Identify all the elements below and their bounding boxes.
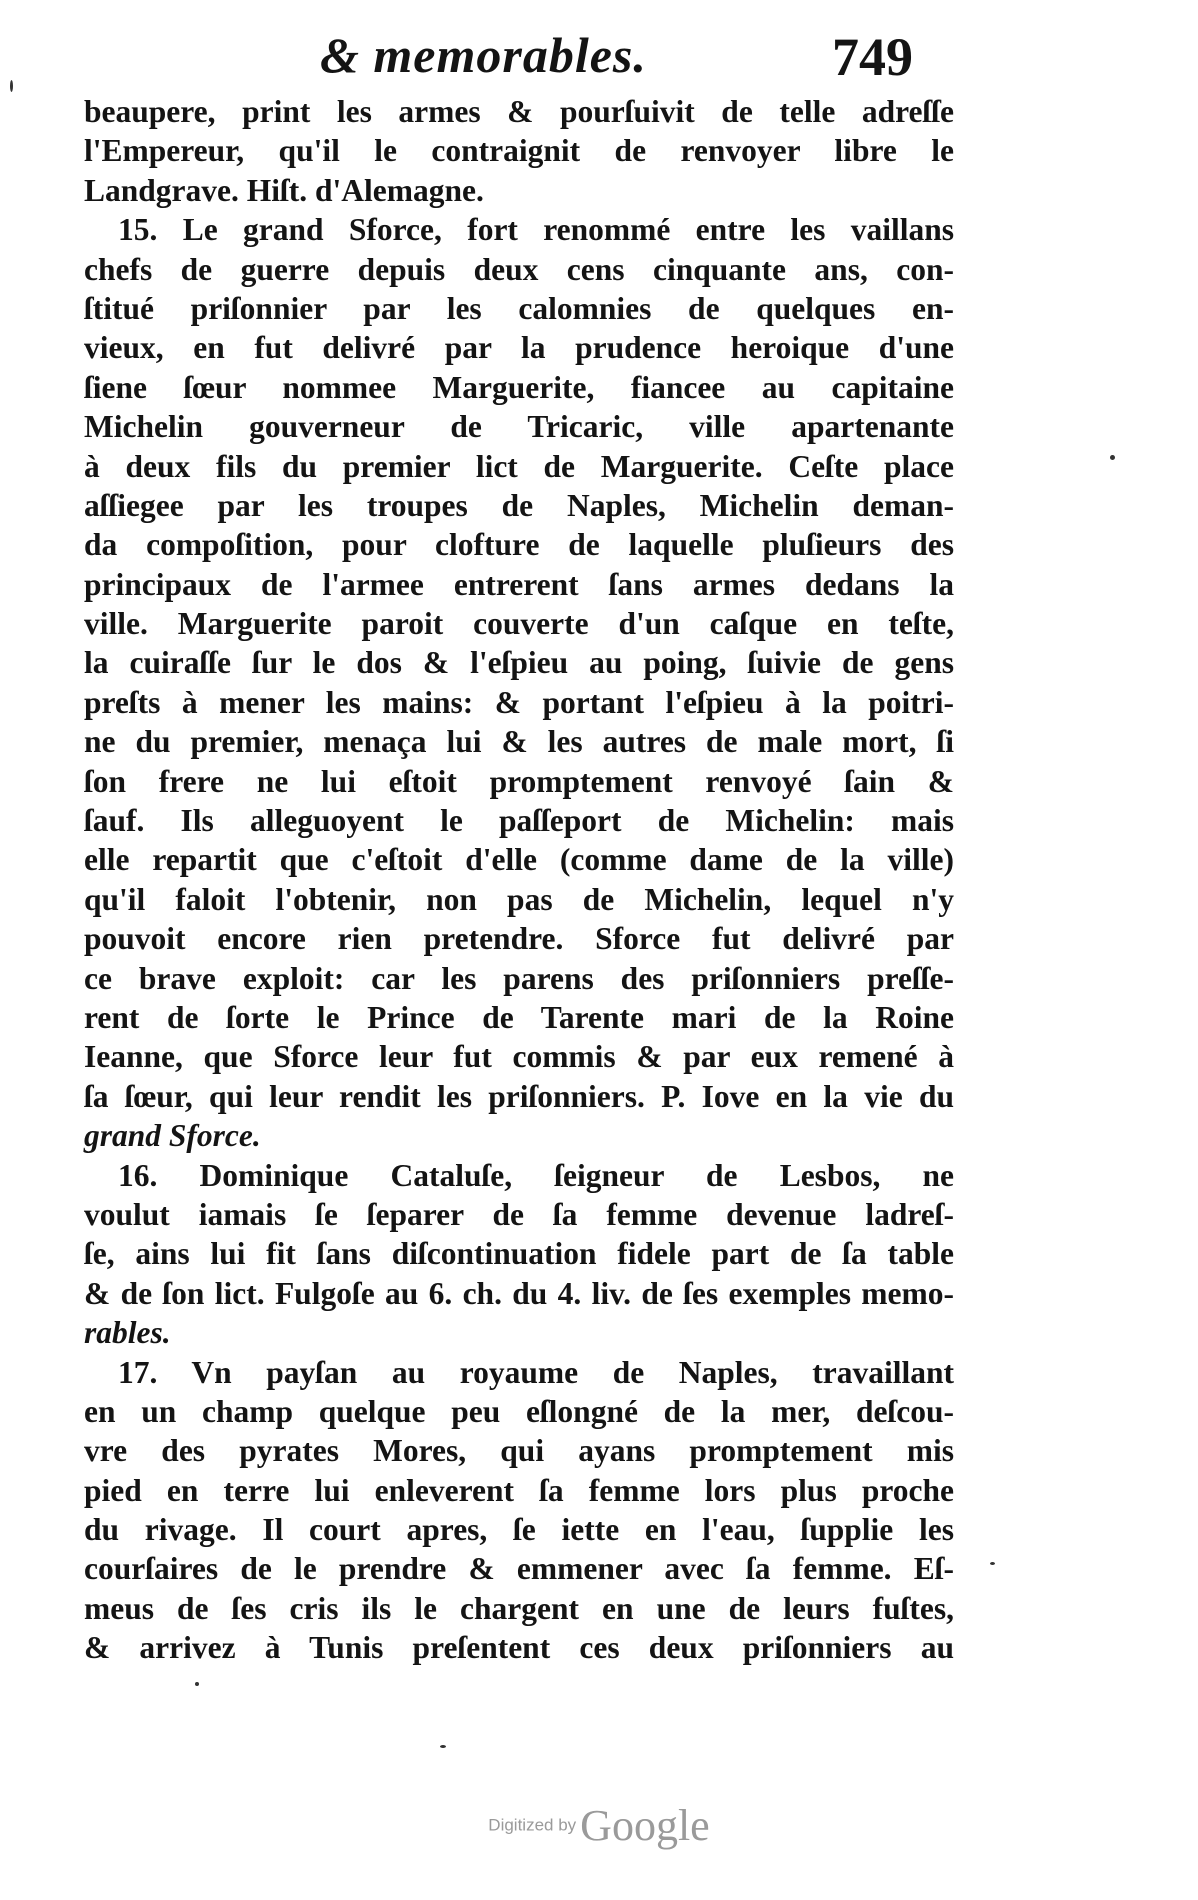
- text-line: courſaires de le prendre & emmener avec ſa femme. Eſ-: [84, 1551, 954, 1587]
- text-line: rent de ſorte le Prince de Tarente mari de la Roine: [84, 999, 954, 1035]
- text-line: vre des pyrates Mores, qui ayans promptement mis: [84, 1433, 954, 1469]
- text-line: ne du premier, menaça lui & les autres de male mort, ſi: [84, 724, 954, 760]
- text-line: ſauf. Ils alleguoyent le paſſeport de Michelin: mais: [84, 803, 954, 839]
- text-line: meus de ſes cris ils le chargent en une de leurs fuſtes,: [84, 1590, 954, 1626]
- text-line: chefs de guerre depuis deux cens cinquante ans, con-: [84, 251, 954, 287]
- text-line: en un champ quelque peu eſlongné de la mer, deſcou-: [84, 1393, 954, 1429]
- running-title: & memorables.: [320, 27, 647, 83]
- text-line: Ieanne, que Sforce leur fut commis & par eux remené à: [84, 1039, 954, 1075]
- text-line: aſſiegee par les troupes de Naples, Michelin deman-: [84, 487, 954, 523]
- text-line: du rivage. Il court apres, ſe iette en l'eau, ſupplie les: [84, 1512, 954, 1548]
- text-line: ſe, ains lui fit ſans diſcontinuation fidele part de ſa table: [84, 1236, 954, 1272]
- citation-line: rables.: [84, 1315, 171, 1351]
- text-line: ville. Marguerite paroit couverte d'un caſque en teſte,: [84, 606, 954, 642]
- page-number: 749: [832, 27, 913, 87]
- text-line: voulut iamais ſe ſeparer de ſa femme devenue ladreſ-: [84, 1196, 954, 1232]
- text-line: la cuiraſſe ſur le dos & l'eſpieu au poing, ſuivie de gens: [84, 645, 954, 681]
- text-line: 17. Vn payſan au royaume de Naples, travaillant: [118, 1354, 954, 1390]
- text-line: ce brave exploit: car les parens des priſonniers preſſe-: [84, 960, 954, 996]
- print-speck: [990, 1562, 995, 1565]
- text-line: l'Empereur, qu'il le contraignit de renvoyer libre le: [84, 133, 954, 169]
- text-line: & de ſon lict. Fulgoſe au 6. ch. du 4. liv. de ſes exemples memo-: [84, 1275, 954, 1311]
- text-line: ſa ſœur, qui leur rendit les priſonniers. P. Iove en la vie du: [84, 1078, 954, 1114]
- text-line: à deux fils du premier lict de Marguerite. Ceſte place: [84, 448, 954, 484]
- text-line: vieux, en fut delivré par la prudence heroique d'une: [84, 330, 954, 366]
- text-line: 15. Le grand Sforce, fort renommé entre les vaillans: [118, 212, 954, 248]
- text-line: preſts à mener les mains: & portant l'eſpieu à la poitri-: [84, 684, 954, 720]
- print-speck: [10, 80, 13, 92]
- print-speck: [195, 1682, 199, 1686]
- text-line: ſiene ſœur nommee Marguerite, fiancee au capitaine: [84, 369, 954, 405]
- page-header: [0, 18, 1198, 88]
- text-line: ſon frere ne lui eſtoit promptement renvoyé ſain &: [84, 763, 954, 799]
- text-line: pied en terre lui enleverent ſa femme lors plus proche: [84, 1472, 954, 1508]
- text-line: & arrivez à Tunis preſentent ces deux priſonniers au: [84, 1630, 954, 1666]
- digitized-label: Digitized by: [488, 1815, 577, 1835]
- text-line: qu'il faloit l'obtenir, non pas de Michelin, lequel n'y: [84, 881, 954, 917]
- google-logo: Google: [580, 1801, 710, 1850]
- citation-line: grand Sforce.: [84, 1118, 261, 1154]
- text-line: principaux de l'armee entrerent ſans armes dedans la: [84, 566, 954, 602]
- text-line: Landgrave. Hiſt. d'Alemagne.: [84, 172, 484, 208]
- text-line: da compoſition, pour clofture de laquelle pluſieurs des: [84, 527, 954, 563]
- text-line: pouvoit encore rien pretendre. Sforce fut delivré par: [84, 921, 954, 957]
- text-line: elle repartit que c'eſtoit d'elle (comme dame de la ville): [84, 842, 954, 878]
- text-line: ſtitué priſonnier par les calomnies de quelques en-: [84, 290, 954, 326]
- text-line: Michelin gouverneur de Tricaric, ville apartenante: [84, 409, 954, 445]
- digitized-watermark: [0, 1800, 1198, 1856]
- body-text: [84, 92, 954, 1668]
- text-line: 16. Dominique Cataluſe, ſeigneur de Lesbos, ne: [118, 1157, 954, 1193]
- print-speck: [440, 1745, 446, 1748]
- text-line: beaupere, print les armes & pourſuivit de telle adreſſe: [84, 94, 954, 129]
- print-speck: [1110, 455, 1115, 460]
